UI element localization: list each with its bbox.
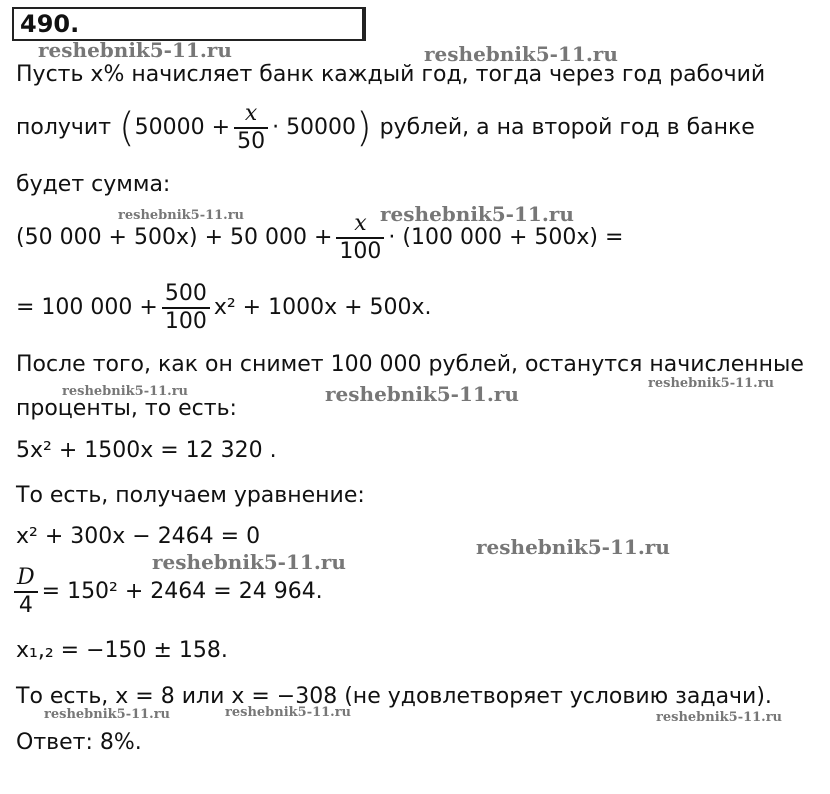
formula-line-12: x₁,₂ = −150 ± 158. (16, 638, 228, 663)
fraction-denominator: 100 (162, 307, 210, 335)
math-fragment: = 100 000 + (16, 295, 158, 320)
watermark: reshebnik5-11.ru (44, 707, 171, 722)
watermark: reshebnik5-11.ru (424, 42, 618, 66)
formula-line-2 (16, 96, 755, 160)
formula-line-11 (14, 560, 323, 624)
watermark: reshebnik5-11.ru (62, 384, 189, 399)
math-fragment: 50000 + (134, 115, 231, 140)
fraction-denominator: 100 (336, 237, 384, 265)
text-line-9: То есть, получаем уравнение: (16, 483, 365, 508)
fraction (336, 211, 384, 265)
fraction-numerator: D (17, 565, 35, 590)
formula-line-5 (16, 276, 432, 340)
fraction (234, 101, 268, 155)
watermark: reshebnik5-11.ru (476, 535, 670, 559)
answer-line: Ответ: 8%. (16, 730, 142, 755)
fraction-denominator: 4 (14, 591, 38, 619)
text-line-7: проценты, то есть: (16, 396, 237, 421)
fraction-numerator: x (354, 211, 367, 236)
text-fragment: получит (16, 115, 112, 140)
watermark: reshebnik5-11.ru (656, 710, 783, 725)
watermark: reshebnik5-11.ru (380, 202, 574, 226)
fraction-numerator: 500 (164, 281, 207, 306)
math-fragment: (50 000 + 500x) + 50 000 + (16, 225, 333, 250)
formula-line-4 (16, 206, 623, 270)
right-paren: ) (356, 105, 372, 151)
math-fragment: x² + 1000x + 500x. (213, 295, 432, 320)
text-line-6: После того, как он снимет 100 000 рублей, останутся начисленные (16, 352, 804, 377)
math-fragment: · 50000 (272, 115, 357, 140)
fraction-denominator: 50 (234, 127, 268, 155)
math-fragment: = 150² + 2464 = 24 964. (41, 579, 323, 604)
fraction (14, 565, 38, 619)
watermark: reshebnik5-11.ru (225, 705, 352, 720)
text-line-3: будет сумма: (16, 172, 171, 197)
watermark: reshebnik5-11.ru (152, 550, 346, 574)
fraction-numerator: x (244, 101, 258, 126)
left-paren: ( (119, 105, 135, 151)
watermark: reshebnik5-11.ru (118, 208, 245, 223)
math-fragment: · (100 000 + 500x) = (388, 225, 624, 250)
box-divider (364, 7, 366, 41)
watermark: reshebnik5-11.ru (325, 382, 519, 406)
problem-number: 490. (20, 10, 80, 38)
text-line-1: Пусть x% начисляет банк каждый год, тогда через год рабочий (16, 62, 766, 87)
watermark: reshebnik5-11.ru (648, 376, 775, 391)
formula-line-8: 5x² + 1500x = 12 320 . (16, 438, 277, 463)
fraction (162, 281, 210, 335)
text-line-13: То есть, x = 8 или x = −308 (не удовлетворяет условию задачи). (16, 684, 772, 709)
watermark: reshebnik5-11.ru (38, 38, 232, 62)
text-fragment: рублей, а на второй год в банке (379, 115, 755, 140)
formula-line-10: x² + 300x − 2464 = 0 (16, 524, 261, 549)
